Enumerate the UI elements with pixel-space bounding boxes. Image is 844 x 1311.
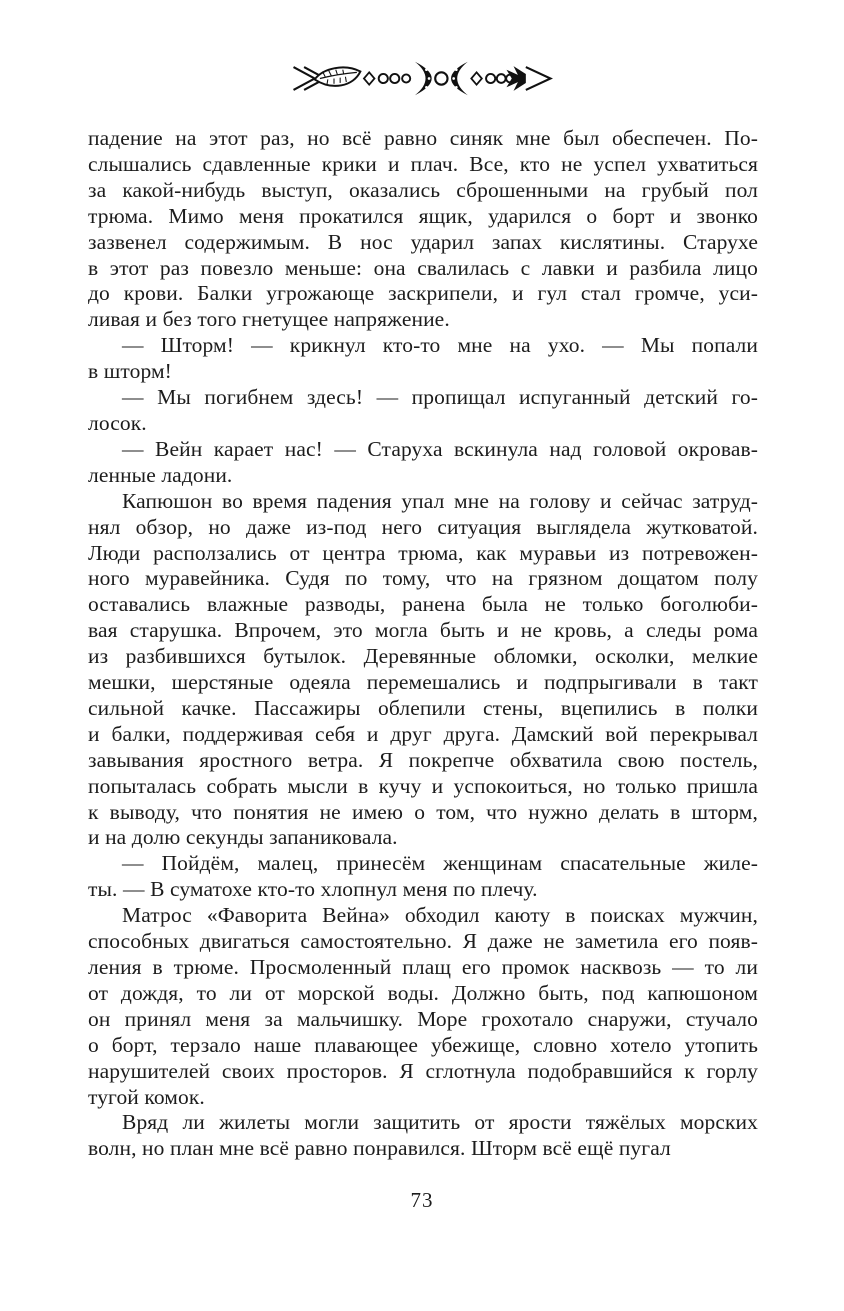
page-number: 73: [410, 1188, 434, 1212]
text-line: нарушителей своих просторов. Я сглотнула подобравшийся к горлу: [88, 1058, 758, 1083]
text-line: ления в трюме. Просмоленный плащ его промок насквозь — то ли: [88, 955, 758, 979]
text-line: вая старушка. Впрочем, это могла быть и не кровь, а следы рома: [88, 618, 758, 643]
text-line: из разбившихся бутылок. Деревянные обломки, осколки, мелкие: [88, 644, 758, 669]
text-line: способных двигаться самостоятельно. Я даже не заметила его появ-: [88, 929, 758, 954]
text-line: — Шторм! — крикнул кто-то мне на ухо. — Мы попали: [122, 333, 758, 358]
text-line: от дождя, то ли от морской воды. Должно быть, под капюшоном: [88, 980, 758, 1005]
paragraph: [88, 489, 758, 852]
text-line: падение на этот раз, но всё равно синяк мне был обеспечен. По-: [88, 126, 758, 150]
arrow-moon-divider-icon: [290, 58, 554, 99]
text-line: ленные ладони.: [88, 462, 233, 487]
text-line: за какой-нибудь выступ, оказались сброшенными на грубый пол: [88, 177, 758, 202]
text-line: тугой комок.: [88, 1084, 205, 1109]
arrowhead-outline-tip: [526, 67, 551, 90]
text-line: в шторм!: [88, 359, 172, 384]
text-line: — Пойдём, малец, принесём женщинам спасательные жиле-: [122, 851, 758, 876]
text-line: он принял меня за мальчишку. Море грохотало снаружи, стучало: [88, 1006, 758, 1031]
paragraph: [88, 437, 758, 489]
text-line: Люди расползались от центра трюма, как муравьи из потревожен-: [88, 540, 758, 565]
text-line: — Вейн карает нас! — Старуха вскинула над головой окровав-: [122, 436, 758, 461]
paragraph: [88, 1110, 758, 1162]
text-line: слышались сдавленные крики и плач. Все, кто не успел ухватиться: [88, 151, 758, 176]
text-line: до крови. Балки угрожающе заскрипели, и гул стал громче, уси-: [88, 281, 758, 306]
text-line: сильной качке. Пассажиры облепили стены, вцепились в полки: [88, 695, 758, 720]
text-line: — Мы погибнем здесь! — пропищал испуганный детский го-: [122, 385, 758, 410]
text-line: завывания яростного ветра. Я покрепче обхватила свою постель,: [88, 747, 758, 772]
text-line: о борт, терзало наше плавающее убежище, словно хотело утопить: [88, 1032, 758, 1057]
text-line: в этот раз повезло меньше: она свалилась с лавки и разбила лицо: [88, 255, 758, 280]
text-line: нял обзор, но даже из-под него ситуация выглядела жутковатой.: [88, 514, 758, 539]
text-line: трюма. Мимо меня прокатился ящик, ударился о борт и звонко: [88, 203, 758, 228]
full-moon-circle: [435, 72, 447, 84]
text-line: Вряд ли жилеты могли защитить от ярости тяжёлых морских: [122, 1110, 758, 1135]
text-line: ного муравейника. Судя по тому, что на грязном дощатом полу: [88, 566, 758, 591]
feather-leaf: [315, 67, 361, 85]
text-line: ты. — В суматохе кто-то хлопнул меня по плечу.: [88, 877, 538, 902]
paragraph: [88, 126, 758, 333]
text-line: зазвенел содержимым. В нос ударил запах кислятины. Старухе: [88, 229, 758, 254]
text-line: Матрос «Фаворита Вейна» обходил каюту в поисках мужчин,: [122, 903, 758, 928]
text-line: ливая и без того гнетущее напряжение.: [88, 307, 450, 332]
paragraph: [88, 903, 758, 1110]
paragraph: [88, 851, 758, 903]
paragraph: [88, 385, 758, 437]
text-line: к выводу, что понятия не имею о том, что нужно делать в шторм,: [88, 799, 758, 824]
text-line: волн, но план мне всё равно понравился. Шторм всё ещё пугал: [88, 1136, 671, 1161]
text-line: оставались влажные разводы, ранена была не только боголюби-: [88, 592, 758, 617]
paragraph: [88, 333, 758, 385]
bead-diamond-left: [364, 72, 375, 84]
text-line: мешки, шерстяные одеяла перемешались и подпрыгивали в такт: [88, 670, 758, 695]
text-block: [88, 126, 758, 1162]
text-line: лосок.: [88, 410, 147, 435]
bead-diamond-right: [471, 72, 482, 84]
text-line: и балки, поддерживая себя и друг друга. Дамский вой перекрывал: [88, 721, 758, 746]
text-line: Капюшон во время падения упал мне на голову и сейчас затруд-: [122, 488, 758, 513]
text-line: попыталась собрать мысли в кучу и успокоиться, но только пришла: [88, 773, 758, 798]
text-line: и на долю секунды запаниковала.: [88, 825, 398, 850]
chapter-divider-ornament: [290, 58, 554, 104]
